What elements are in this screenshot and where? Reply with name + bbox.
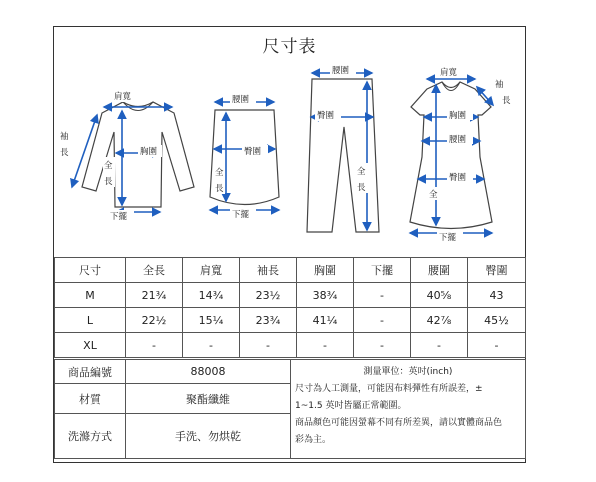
table-cell: 38¾ [297, 283, 354, 308]
header-size: 尺寸 [55, 258, 126, 283]
shirt-hem-label: 下擺 [110, 212, 128, 222]
table-cell: - [354, 308, 411, 333]
size-chart-sheet [53, 26, 526, 463]
table-cell: - [354, 283, 411, 308]
table-cell: - [468, 333, 526, 358]
dress-chest-label: 胸圍 [449, 111, 467, 121]
wash-label: 洗滌方式 [55, 414, 126, 459]
material-value: 聚酯纖維 [126, 384, 291, 414]
material-label: 材質 [55, 384, 126, 414]
table-cell: - [411, 333, 468, 358]
wash-value: 手洗、勿烘乾 [126, 414, 291, 459]
dress-hem-label: 下擺 [439, 233, 457, 243]
table-cell: 15¼ [183, 308, 240, 333]
table-cell: L [55, 308, 126, 333]
skirt-diagram [210, 93, 279, 220]
table-row [55, 283, 526, 308]
info-row-code [55, 360, 526, 384]
measurement-diagrams [54, 27, 527, 260]
table-cell: - [126, 333, 183, 358]
table-cell: XL [55, 333, 126, 358]
table-cell: 43 [468, 283, 526, 308]
dress-sleeve-label: 袖 [495, 80, 504, 90]
table-cell: 41¼ [297, 308, 354, 333]
header-waist: 腰圍 [411, 258, 468, 283]
note-line: 尺寸為人工測量，可能因布料彈性有所誤差，± [295, 384, 483, 394]
table-cell: 45½ [468, 308, 526, 333]
table-cell: 22½ [126, 308, 183, 333]
table-cell: M [55, 283, 126, 308]
skirt-length-label-2: 長 [215, 184, 224, 194]
size-table-header-row [55, 258, 526, 283]
pants-diagram [307, 64, 379, 232]
dress-waist-label: 腰圍 [449, 135, 467, 145]
shirt-length-label: 全 [104, 161, 113, 171]
notes-cell [291, 360, 526, 459]
header-shoulder: 肩寬 [183, 258, 240, 283]
note-line: 商品顏色可能因螢幕不同有所差異，請以實體商品色 [295, 418, 503, 428]
note-line: 彩為主。 [295, 435, 332, 445]
table-cell: 42⅞ [411, 308, 468, 333]
shirt-sleeve-label-2: 長 [60, 148, 69, 158]
header-sleeve: 袖長 [240, 258, 297, 283]
header-length: 全長 [126, 258, 183, 283]
header-hem: 下擺 [354, 258, 411, 283]
pants-length-label-2: 長 [357, 183, 366, 193]
dress-diagram [410, 66, 511, 243]
note-line: 1~1.5 英吋皆屬正常範圍。 [295, 401, 407, 411]
table-row [55, 308, 526, 333]
table-cell: - [354, 333, 411, 358]
dress-shoulder-label: 肩寬 [440, 68, 458, 78]
size-table [54, 257, 526, 358]
shirt-length-label-2: 長 [104, 177, 113, 187]
pants-hip-label: 臀圍 [317, 111, 335, 121]
shirt-sleeve-label: 袖 [60, 132, 69, 142]
skirt-length-label: 全 [215, 168, 224, 178]
product-info-table [54, 359, 526, 459]
skirt-hip-label: 臀圍 [244, 147, 262, 157]
shirt-shoulder-label: 肩寬 [114, 92, 132, 102]
table-cell: 23½ [240, 283, 297, 308]
code-label: 商品編號 [55, 360, 126, 384]
dress-length-label: 全 [429, 190, 438, 200]
shirt-diagram [60, 90, 194, 222]
header-hip: 臀圍 [468, 258, 526, 283]
header-chest: 胸圍 [297, 258, 354, 283]
table-cell: 23¾ [240, 308, 297, 333]
table-row [55, 333, 526, 358]
table-cell: - [297, 333, 354, 358]
chart-title: 尺寸表 [262, 37, 317, 57]
table-cell: 14¾ [183, 283, 240, 308]
code-value: 88008 [126, 360, 291, 384]
dress-sleeve-label-2: 長 [502, 96, 511, 106]
unit-note: 測量單位：英吋(inch) [363, 367, 453, 377]
dress-hip-label: 臀圍 [449, 173, 467, 183]
table-cell: - [240, 333, 297, 358]
skirt-hem-label: 下擺 [232, 210, 250, 220]
pants-waist-label: 腰圍 [332, 66, 350, 76]
table-cell: - [183, 333, 240, 358]
skirt-waist-label: 腰圍 [232, 95, 250, 105]
pants-length-label: 全 [357, 167, 366, 177]
table-cell: 21¾ [126, 283, 183, 308]
table-cell: 40⅝ [411, 283, 468, 308]
shirt-chest-label: 胸圍 [140, 147, 158, 157]
